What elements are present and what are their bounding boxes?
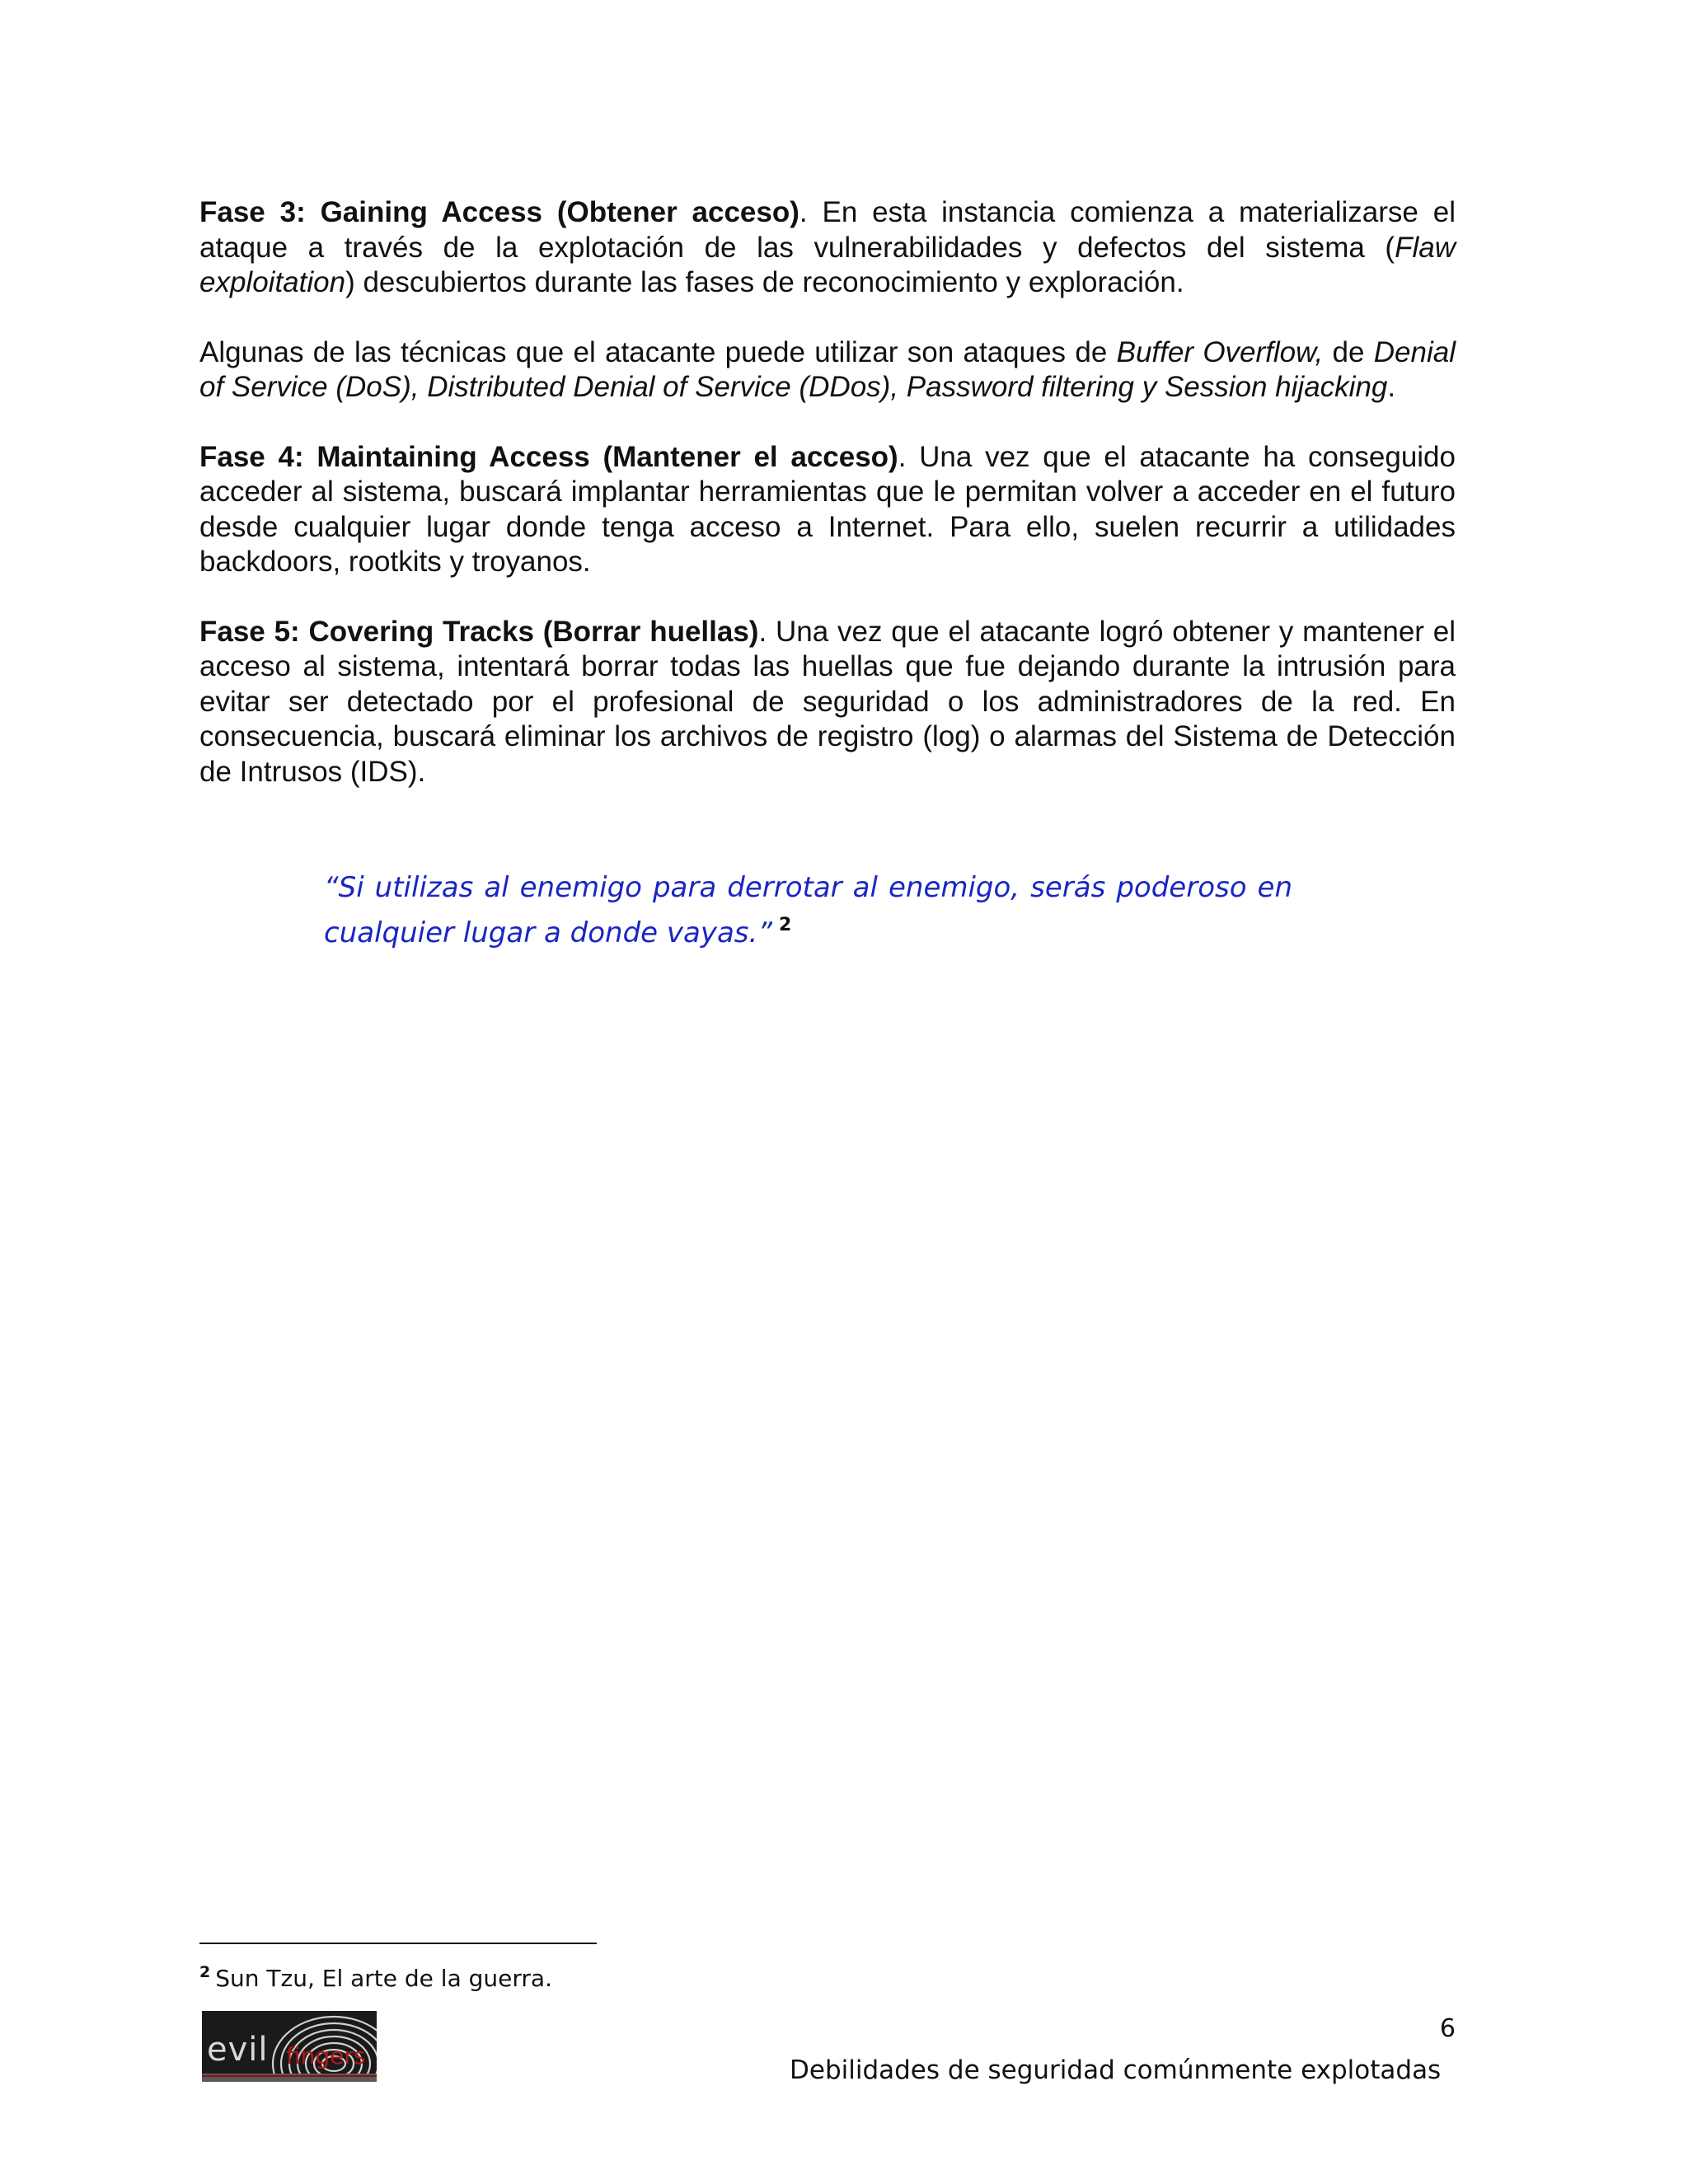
heading-fase-3: Fase 3: Gaining Access (Obtener acceso) — [199, 196, 799, 228]
footnote-reference[interactable]: 2 — [778, 915, 792, 935]
footnote-text: Sun Tzu, El arte de la guerra. — [215, 1965, 552, 1992]
page-number: 6 — [1439, 2014, 1456, 2043]
footnote-divider — [199, 1943, 597, 1944]
sun-tzu-quote — [324, 869, 1292, 952]
footer-document-title: Debilidades de seguridad comúnmente explotadas — [790, 2055, 1442, 2085]
page-body — [199, 195, 1456, 824]
paragraph-fase-3: Fase 3: Gaining Access (Obtener acceso). En esta instancia comienza a materializarse el ataque a través de la explotación de las vulnerabilidades y defectos del sistema (Flaw exploitation) descubiertos durante las fases de reconocimiento y exploración. — [199, 196, 1456, 298]
footnote-mark: 2 — [199, 1963, 211, 1981]
heading-fase-5: Fase 5: Covering Tracks (Borrar huellas) — [199, 615, 759, 648]
evil-fingers-logo — [202, 2011, 377, 2082]
footnote — [199, 1957, 552, 1994]
paragraph-fase-5: Fase 5: Covering Tracks (Borrar huellas). Una vez que el atacante logró obtener y mantener el acceso al sistema, intentará borrar todas las huellas que fue dejando durante la intrusión para evitar ser detectado por el profesional de seguridad o los administradores de la red. En consecuencia, buscará eliminar los archivos de registro (log) o alarmas del Sistema de Detección de Intrusos (IDS). — [199, 615, 1456, 788]
logo-word-fingers: fingers — [286, 2042, 366, 2069]
paragraph-fase-4: Fase 4: Maintaining Access (Mantener el acceso). Una vez que el atacante ha conseguido acceder al sistema, buscará implantar herramientas que le permitan volver a acceder en el futuro desde cualquier lugar donde tenga acceso a Internet. Para ello, suelen recurrir a utilidades backdoors, rootkits y troyanos. — [199, 440, 1456, 578]
logo-word-evil: evil — [207, 2031, 269, 2069]
quote-text: “Si utilizas al enemigo para derrotar al enemigo, serás poderoso en cualquier lugar a donde vayas.” — [324, 871, 1292, 949]
paragraph-tecnicas: Algunas de las técnicas que el atacante puede utilizar son ataques de Buffer Overflow, de Denial of Service (DoS), Distributed Denial of Service (DDos), Password filtering y Session hijacking. — [199, 335, 1456, 403]
heading-fase-4: Fase 4: Maintaining Access (Mantener el acceso) — [199, 440, 898, 473]
